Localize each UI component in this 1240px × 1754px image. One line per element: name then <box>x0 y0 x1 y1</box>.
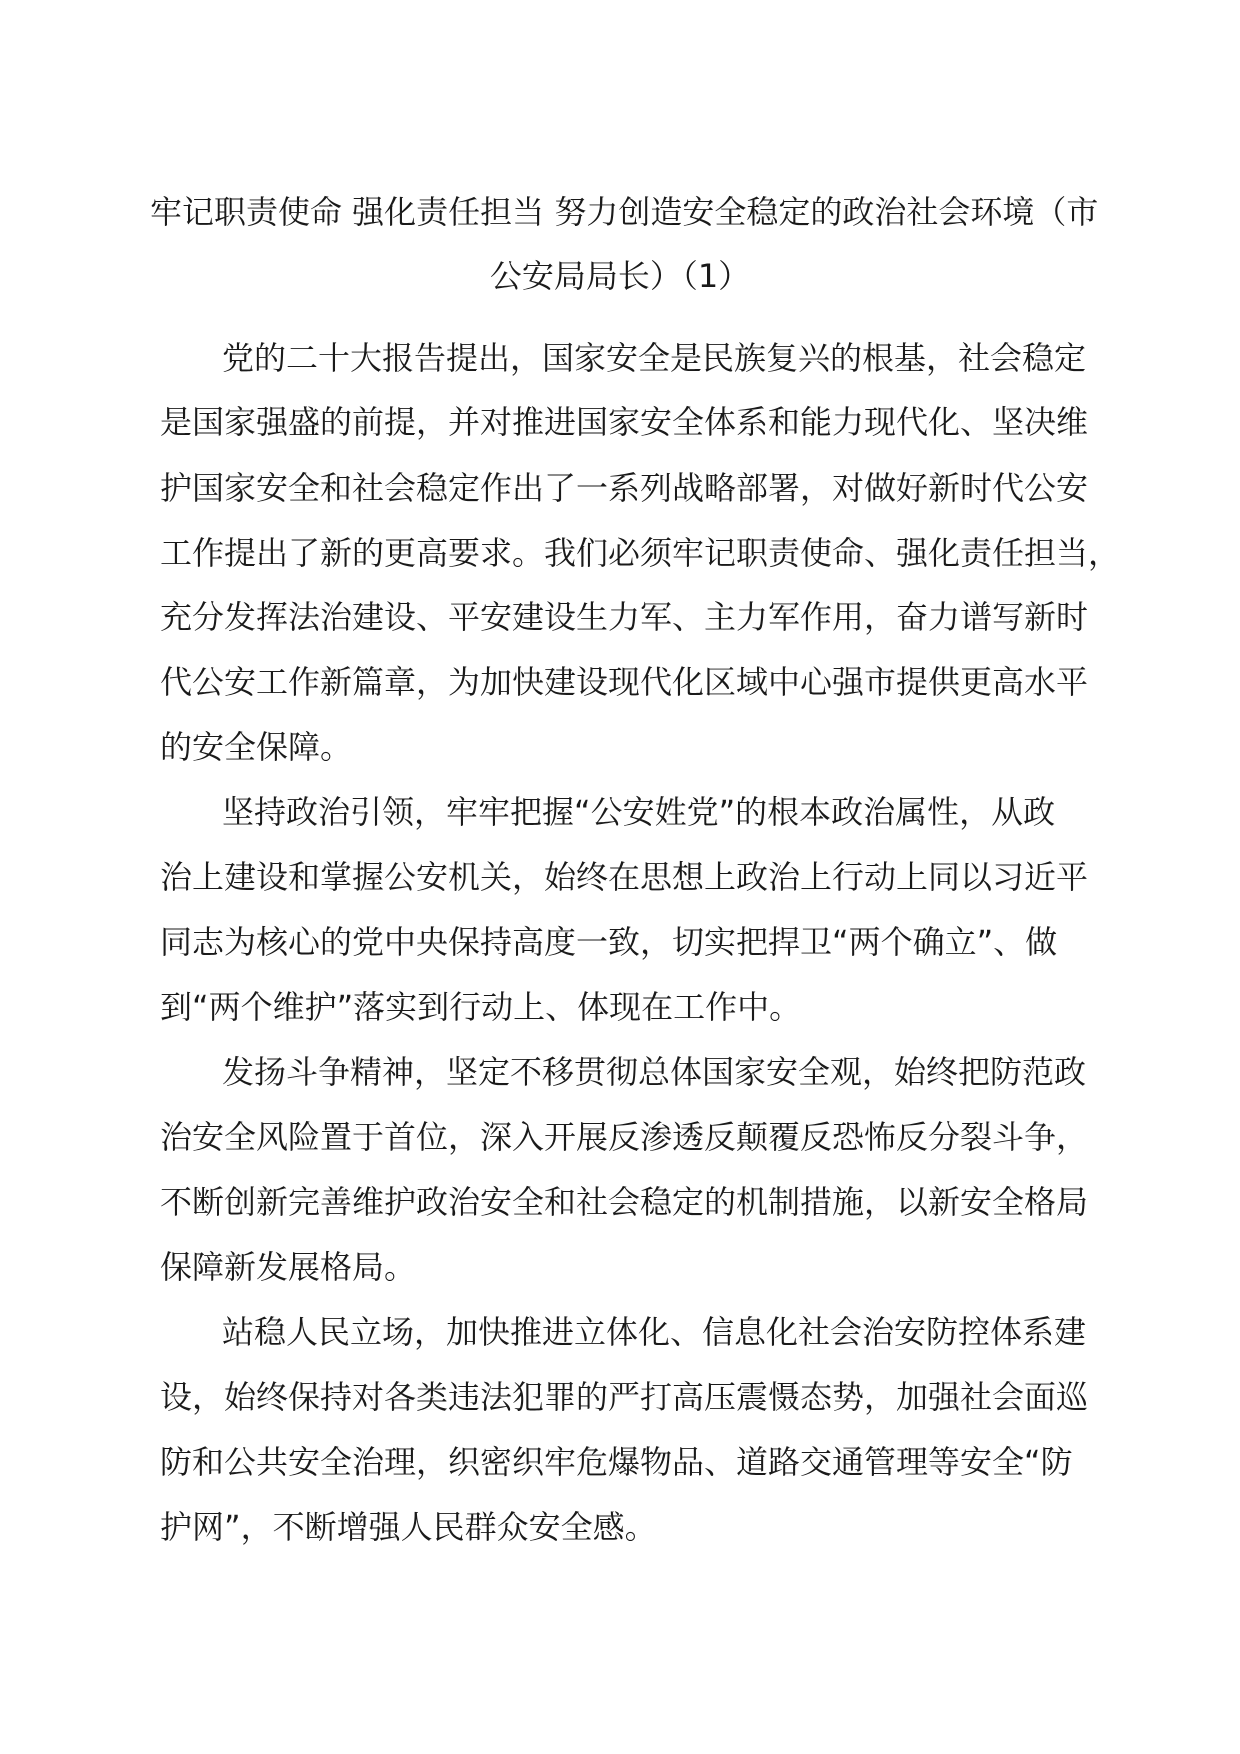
paragraph-4-line-3: 防和公共安全治理，织密织牢危爆物品、道路交通管理等安全“防 <box>160 1443 1073 1481</box>
paragraph-2-line-3: 同志为核心的党中央保持高度一致，切实把捍卫“两个确立”、做 <box>160 923 1058 961</box>
document-title-line-1: 牢记职责使命 强化责任担当 努力创造安全稳定的政治社会环境（市 <box>150 193 1099 231</box>
paragraph-1-line-1: 党的二十大报告提出，国家安全是民族复兴的根基，社会稳定 <box>222 339 1087 377</box>
paragraph-3-line-3: 不断创新完善维护政治安全和社会稳定的机制措施，以新安全格局 <box>160 1183 1089 1221</box>
paragraph-1-line-6: 代公安工作新篇章，为加快建设现代化区域中心强市提供更高水平 <box>160 663 1089 701</box>
paragraph-1-line-7: 的安全保障。 <box>160 728 353 766</box>
paragraph-3-line-4: 保障新发展格局。 <box>160 1248 417 1286</box>
paragraph-4-line-4: 护网”，不断增强人民群众安全感。 <box>160 1508 657 1546</box>
paragraph-4-line-1: 站稳人民立场，加快推进立体化、信息化社会治安防控体系建 <box>222 1313 1087 1351</box>
paragraph-1-line-3: 护国家安全和社会稳定作出了一系列战略部署，对做好新时代公安 <box>160 469 1089 507</box>
paragraph-4-line-2: 设，始终保持对各类违法犯罪的严打高压震慑态势，加强社会面巡 <box>160 1378 1089 1416</box>
paragraph-1-line-4: 工作提出了新的更高要求。我们必须牢记职责使命、强化责任担当， <box>160 534 1121 572</box>
paragraph-3-line-1: 发扬斗争精神，坚定不移贯彻总体国家安全观，始终把防范政 <box>222 1053 1087 1091</box>
paragraph-1-line-2: 是国家强盛的前提，并对推进国家安全体系和能力现代化、坚决维 <box>160 403 1089 441</box>
paragraph-2-line-1: 坚持政治引领，牢牢把握“公安姓党”的根本政治属性，从政 <box>222 793 1056 831</box>
paragraph-2-line-4: 到“两个维护”落实到行动上、体现在工作中。 <box>160 988 802 1026</box>
document-title-line-2: 公安局局长）（1） <box>489 257 751 295</box>
paragraph-1-line-5: 充分发挥法治建设、平安建设生力军、主力军作用，奋力谱写新时 <box>160 598 1089 636</box>
paragraph-3-line-2: 治安全风险置于首位，深入开展反渗透反颠覆反恐怖反分裂斗争， <box>160 1118 1089 1156</box>
paragraph-2-line-2: 治上建设和掌握公安机关，始终在思想上政治上行动上同以习近平 <box>160 858 1089 896</box>
